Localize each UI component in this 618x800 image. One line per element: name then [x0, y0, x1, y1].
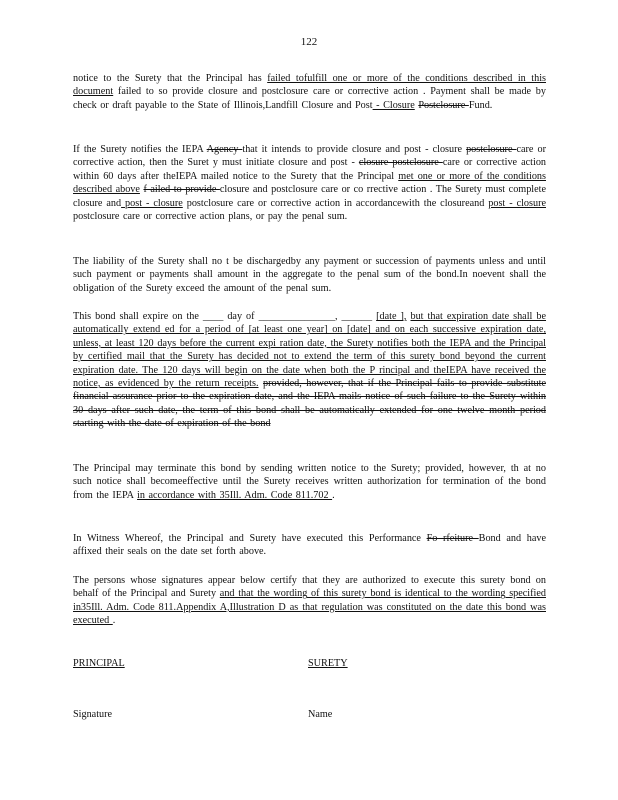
text-segment: in accordance with 35Ill. Adm. Code 811.702 [137, 489, 333, 501]
surety-label: SURETY [308, 658, 348, 669]
text-segment: Fund. [468, 99, 493, 111]
paragraph-expiration [73, 310, 546, 431]
name-label: Name [308, 709, 333, 720]
text-segment: met one or more of the conditions described above [73, 170, 546, 196]
text-segment: closure postclosure [358, 157, 443, 169]
text-segment: Agency [206, 144, 243, 155]
text-segment: Fo rfeiture [426, 533, 479, 544]
page-number: 122 [300, 36, 318, 48]
text-segment: This bond shall expire on the ____ day of _______________, ______ [73, 311, 377, 322]
text-segment: closure and postclosure care or co rrective action . The Surety must complete closure and [73, 184, 547, 209]
text-segment: and that the wording of this surety bond is identical to the wording specified in35Ill. Adm. Code 811.Appendix A,Illustration D as that regulation was constituted on the date this bond was executed [73, 588, 546, 627]
paragraph-payment-notice [73, 72, 546, 112]
text-segment: - Closure [372, 99, 415, 111]
text-segment: failed tofulfill one or more of the conditions described in this document [73, 73, 546, 98]
text-segment: The Principal may terminate this bond by sending written notice to the Surety; provided, however, th at no such notice shall becomeeffective until the Surety receives written authorization for termination of the bond from the IEPA [73, 463, 546, 501]
text-segment: . [332, 489, 335, 501]
principal-label: PRINCIPAL [73, 658, 125, 669]
signature-label: Signature [73, 709, 113, 720]
text-segment: that it intends to provide closure and post - closure [242, 144, 467, 155]
text-segment: Bond and have affixed their seals on the date set forth above. [73, 533, 546, 558]
text-segment: . [112, 615, 116, 627]
text-segment: The persons whose signatures appear below certify that they are authorized to execute this surety bond on behalf of the Principal and Surety [73, 575, 546, 600]
text-segment: failed to so provide closure and postclosure care or corrective action . Payment shall be made by check or draft payable to the State of Illinois,Landfill Closure and Post [73, 86, 546, 111]
text-segment: notice to the Surety that the Principal has [73, 73, 268, 84]
text-segment: but that expiration date shall be automatically extend ed for a period of [at least one year] on [date] and on each successive expiration date, unless, at least 120 days before the current expi ration date, the Surety notifies both the IEPA and the Principal by certified mail that the Surety has decided not to extend the term of this surety bond beyond the current expiration date. The 120 days will begin on the date when both the P rincipal and theIEPA have received the notice, as evidenced by the return receipts. [73, 311, 547, 390]
paragraph-in-witness [73, 532, 546, 559]
text-segment: post - closure [488, 197, 546, 209]
text-segment: post - closure [121, 197, 183, 209]
text-segment: Postclosure [418, 99, 469, 111]
text-segment: postclosure care or corrective action plans, or pay the penal sum. [73, 211, 348, 223]
text-segment: postclosure care or corrective action in accordancewith the closureand [182, 197, 489, 209]
text-segment: The liability of the Surety shall no t be dischargedby any payment or succession of payments unless and until such payment or payments shall amount in the aggregate to the penal sum of the bond.In noevent shall the obligation of the Surety exceed the amount of the penal sum. [73, 256, 546, 294]
text-segment: care or corrective action, then the Suret y must initiate closure and post - [73, 144, 546, 169]
text-segment: provided, however, that if the Principal fails to provide substitute financial assurance prior to the expiration date, and the IEPA mails notice of such failure to the Surety within 30 days after such date, the term of this bond shall be automatically extended for one twelve month period starting with the date of expiration of the bond [73, 378, 546, 430]
text-segment: In Witness Whereof, the Principal and Surety have executed this Performance [73, 533, 427, 544]
paragraph-certification [73, 574, 546, 628]
text-segment: If the Surety notifies the IEPA [73, 144, 207, 155]
text-segment: postclosure [466, 144, 517, 155]
paragraph-liability [73, 255, 546, 295]
text-segment: f ailed to provide [143, 184, 220, 196]
paragraph-surety-notifies [73, 143, 546, 223]
text-segment: [date ], [376, 311, 407, 322]
paragraph-termination [73, 462, 546, 502]
text-segment: care or corrective action within 60 days after theIEPA mailed notice to the Surety that the Principal [73, 157, 547, 182]
